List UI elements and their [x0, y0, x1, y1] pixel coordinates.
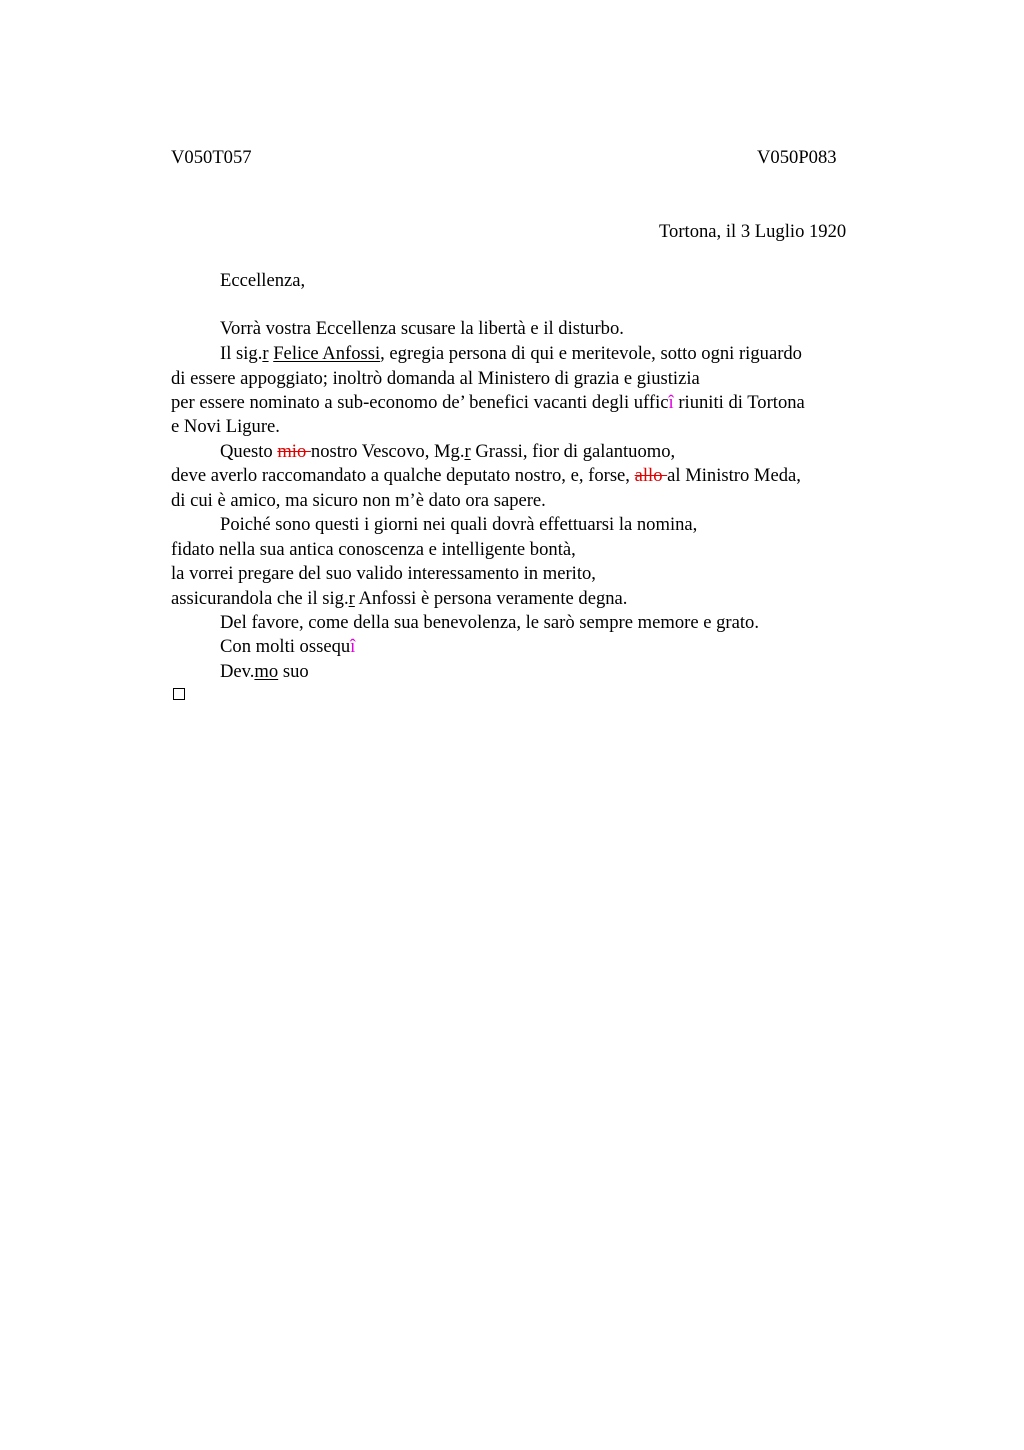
- line-text: Poiché sono questi i giorni nei quali dovrà effettuarsi la nomina,: [220, 514, 698, 535]
- letter-line: [171, 541, 576, 560]
- editorial-mark: î: [350, 636, 356, 657]
- line-text: assicurandola che il sig.: [171, 588, 349, 609]
- letter-line: [171, 492, 546, 511]
- line-text: nostro Vescovo, Mg.: [310, 441, 465, 462]
- letter-line: [171, 418, 280, 437]
- line-text: , egregia persona di qui e meritevole, sotto ogni riguardo: [380, 343, 802, 364]
- letter-line: [220, 345, 802, 364]
- letter-line: [171, 590, 627, 609]
- line-text: deve averlo raccomandato a qualche deputato nostro, e, forse,: [171, 465, 635, 486]
- document-id-left: V050T057: [171, 147, 252, 168]
- line-text: Grassi, fior di galantuomo,: [470, 441, 676, 462]
- line-text: fidato nella sua antica conoscenza e intelligente bontà,: [171, 539, 576, 560]
- place-date: Tortona, il 3 Luglio 1920: [659, 221, 847, 242]
- person-name-underlined: Felice Anfossi: [273, 343, 381, 364]
- abbreviation-underlined: mo: [254, 661, 279, 682]
- letter-line: [220, 443, 675, 462]
- line-text: suo: [278, 661, 309, 682]
- line-text: Con molti ossequ: [220, 636, 351, 657]
- line-text: per essere nominato a sub-economo de’ benefici vacanti degli uffic: [171, 392, 669, 413]
- line-text: Questo: [220, 441, 278, 462]
- abbreviation-underlined: r: [464, 441, 471, 462]
- document-id-right: V050P083: [757, 147, 837, 168]
- line-text: Il sig.: [220, 343, 263, 364]
- line-text: Anfossi è persona veramente degna.: [354, 588, 628, 609]
- letter-line: [220, 516, 697, 535]
- line-text: di essere appoggiato; inoltrò domanda al Ministero di grazia e giustizia: [171, 368, 700, 389]
- square-outline-icon: [173, 688, 185, 700]
- letter-line: [171, 394, 805, 413]
- deleted-text: allo: [634, 465, 668, 486]
- editorial-mark: î: [668, 392, 674, 413]
- letter-line: [220, 638, 355, 657]
- deleted-text: mio: [277, 441, 311, 462]
- line-text: al Ministro Meda,: [667, 465, 801, 486]
- salutation: Eccellenza,: [220, 270, 306, 291]
- line-text: e Novi Ligure.: [171, 416, 280, 437]
- letter-line: [220, 663, 309, 682]
- letter-line: [171, 467, 801, 486]
- abbreviation-underlined: r: [348, 588, 355, 609]
- line-text: Dev.: [220, 661, 255, 682]
- letter-line: [171, 370, 700, 389]
- line-text: Del favore, come della sua benevolenza, le sarò sempre memore e grato.: [220, 612, 759, 633]
- line-text: la vorrei pregare del suo valido interessamento in merito,: [171, 563, 596, 584]
- letter-line: [220, 320, 624, 339]
- line-text: di cui è amico, ma sicuro non m’è dato ora sapere.: [171, 490, 546, 511]
- abbreviation-underlined: r: [262, 343, 269, 364]
- line-text: riuniti di Tortona: [673, 392, 805, 413]
- letter-line: [220, 614, 759, 633]
- letter-line: [171, 565, 596, 584]
- line-text: Vorrà vostra Eccellenza scusare la libertà e il disturbo.: [220, 318, 624, 339]
